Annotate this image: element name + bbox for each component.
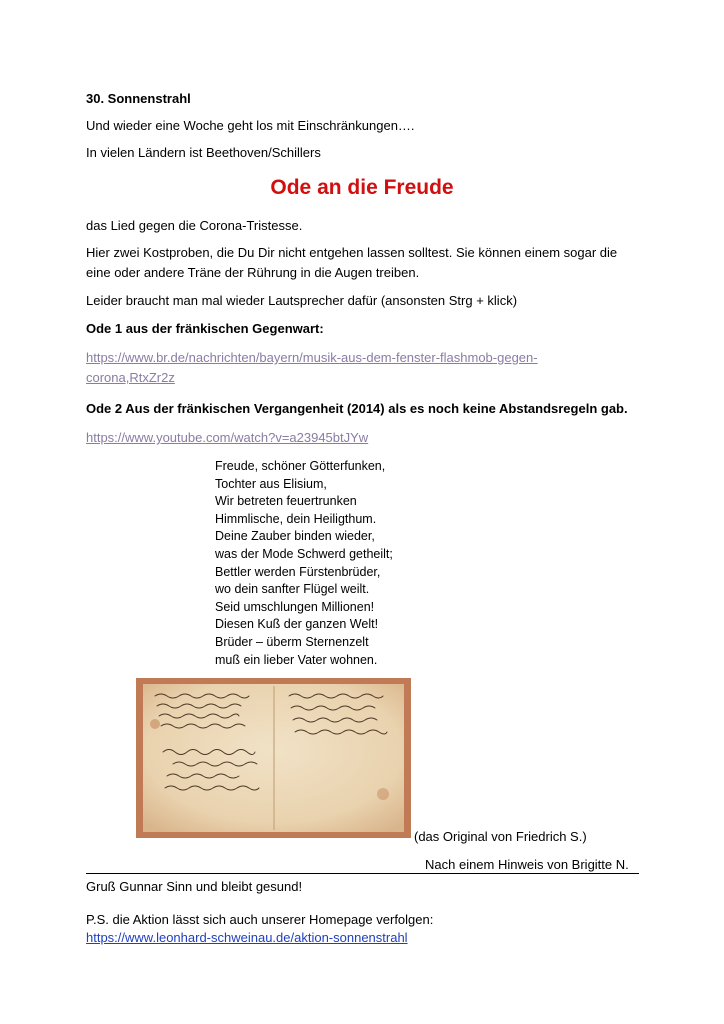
poem-line: Seid umschlungen Millionen! (215, 599, 375, 614)
poem-line: wo dein sanfter Flügel weilt. (215, 582, 370, 597)
poem-line: Diesen Kuß der ganzen Welt! (215, 617, 379, 632)
intro-line-1: Und wieder eine Woche geht los mit Einschränkungen…. (86, 118, 415, 133)
poem-line: muß ein lieber Vater wohnen. (215, 652, 378, 667)
handwritten-letter-image (136, 678, 411, 838)
poem-line: Wir betreten feuertrunken (215, 494, 357, 509)
ode1-link-line-2[interactable]: corona,RtxZr2z (86, 370, 175, 385)
poem-line: Brüder – überm Sternenzelt (215, 634, 369, 649)
manuscript-paper (143, 684, 404, 832)
poem-line: Freude, schöner Götterfunken, (215, 459, 386, 473)
poem-block (215, 458, 393, 669)
page-title: Ode an die Freude (270, 176, 454, 199)
poem-line: Himmlische, dein Heiligthum. (215, 511, 377, 526)
paragraph-1-line-2: eine oder andere Träne der Rührung in die Augen treiben. (86, 265, 420, 280)
ode2-link[interactable]: https://www.youtube.com/watch?v=a23945btJYw (86, 430, 369, 445)
poem-line: was der Mode Schwerd getheilt; (215, 546, 393, 561)
ode1-link-line-1[interactable]: https://www.br.de/nachrichten/bayern/musik-aus-dem-fenster-flashmob-gegen- (86, 350, 538, 365)
ode1-heading: Ode 1 aus der fränkischen Gegenwart: (86, 321, 324, 336)
intro-line-3: das Lied gegen die Corona-Tristesse. (86, 218, 303, 233)
postscript: P.S. die Aktion lässt sich auch unserer Homepage verfolgen: (86, 912, 434, 927)
paragraph-1-line-1: Hier zwei Kostproben, die Du Dir nicht entgehen lassen solltest. Sie können einem sogar die (86, 245, 618, 260)
greeting: Gruß Gunnar Sinn und bleibt gesund! (86, 879, 303, 894)
poem-line: Deine Zauber binden wieder, (215, 529, 375, 544)
intro-line-2: In vielen Ländern ist Beethoven/Schillers (86, 145, 321, 160)
paragraph-2: Leider braucht man mal wieder Lautsprecher dafür (ansonsten Strg + klick) (86, 293, 518, 308)
horizontal-rule (86, 873, 639, 874)
image-caption: (das Original von Friedrich S.) (414, 829, 587, 844)
poem-line: Tochter aus Elisium, (215, 476, 327, 491)
ode2-heading: Ode 2 Aus der fränkischen Vergangenheit (2014) als es noch keine Abstandsregeln gab. (86, 401, 628, 416)
poem-line: Bettler werden Fürstenbrüder, (215, 564, 381, 579)
homepage-link[interactable]: https://www.leonhard-schweinau.de/aktion-sonnenstrahl (86, 930, 408, 945)
hint-line: Nach einem Hinweis von Brigitte N. (425, 857, 629, 872)
section-heading: 30. Sonnenstrahl (86, 91, 191, 106)
